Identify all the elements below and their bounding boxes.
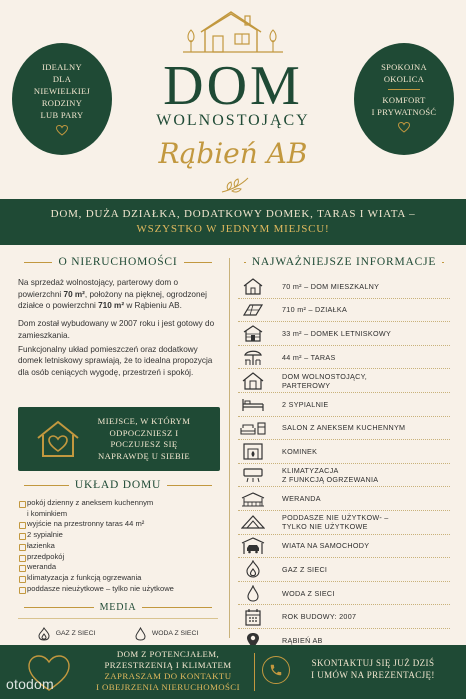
list-item: wyjście na przestronny taras 44 m² [18, 519, 218, 530]
info-row [238, 464, 450, 488]
info-row [238, 582, 450, 606]
info-row [238, 558, 450, 582]
about-paragraph-1 [18, 277, 218, 312]
info-row-text: WIATA NA SAMOCHODY [282, 541, 370, 551]
badge-left-line: DLA [52, 74, 72, 84]
info-row-text: ROK BUDOWY: 2007 [282, 612, 357, 622]
footer-line: PRZESTRZENIĄ I KLIMATEM [104, 660, 232, 670]
badge-right-line: I PRYWATNOŚĆ [371, 107, 437, 117]
water-drop-icon [135, 627, 146, 641]
phone-icon[interactable] [262, 656, 290, 684]
info-row-text: 70 m² – DOM MIESZKALNY [282, 281, 380, 291]
info-row [238, 322, 450, 346]
info-row-text: WODA Z SIECI [282, 588, 335, 598]
quote-text [90, 416, 198, 462]
footer-divider [254, 653, 255, 691]
heading-rule [24, 262, 52, 263]
info-row [238, 275, 450, 299]
area-value: 70 m² [63, 289, 85, 299]
footer-left-text [88, 649, 248, 693]
info-row [238, 511, 450, 535]
info-row-text-line: KLIMATYZACJA [282, 466, 339, 476]
info-row-text: 2 SYPIALNIE [282, 399, 329, 409]
info-row-text-line: PODDASZE NIE UŻYTKOW- – [282, 513, 389, 523]
quote-line: POCZUJESZ SIĘ [110, 439, 178, 449]
fireplace-icon [238, 441, 268, 461]
veranda-icon [238, 489, 268, 509]
calendar-icon [238, 607, 268, 627]
page-title: DOM [163, 55, 303, 117]
heading-rule [442, 262, 444, 263]
plot-value: 710 m² [98, 301, 125, 311]
info-row-text-line: PARTEROWY [282, 380, 331, 390]
key-info-list [238, 275, 450, 653]
column-divider [229, 258, 230, 638]
heading-rule [244, 262, 246, 263]
about-heading [18, 253, 218, 271]
house-logo-icon [183, 8, 283, 54]
media-section [18, 600, 218, 644]
info-row [238, 393, 450, 417]
footer-line-gold: I OBEJRZENIA NIERUCHOMOŚCI [96, 682, 240, 692]
info-row [238, 440, 450, 464]
bed-icon [238, 394, 268, 414]
info-row [238, 605, 450, 629]
footer-line: SKONTAKTUJ SIĘ JUŻ DZIŚ [311, 658, 435, 668]
key-info-heading [238, 253, 450, 271]
location-script: Rąbień AB [158, 137, 308, 170]
list-item: pokój dzienny z aneksem kuchennym [18, 498, 218, 509]
info-row-text: 44 m² – TARAS [282, 352, 336, 362]
list-item: 2 sypialnie [18, 530, 218, 541]
info-row [238, 487, 450, 511]
footer-line: DOM Z POTENCJAŁEM, [116, 649, 220, 659]
info-row-text: GAZ Z SIECI [282, 564, 328, 574]
media-items [18, 618, 218, 644]
info-row [238, 535, 450, 559]
heading-rule [24, 607, 94, 608]
info-row-text-line: DOM WOLNOSTOJĄCY, [282, 371, 368, 381]
banner-line-2: WSZYSTKO W JEDNYM MIEJSCU! [136, 223, 330, 235]
info-row [238, 299, 450, 323]
gas-flame-icon [238, 559, 268, 579]
watermark-logo: otodom [6, 676, 54, 692]
info-row-text [282, 466, 378, 484]
list-item: poddasze nieużytkowe – tylko nie użytkowe [18, 584, 218, 595]
detached-house-icon [238, 371, 268, 391]
water-drop-icon [238, 583, 268, 603]
list-item: weranda [18, 562, 218, 573]
info-row [238, 369, 450, 393]
footer-line: I UMÓW NA PREZENTACJĘ! [311, 670, 435, 680]
info-row-text: RĄBIEŃ AB [282, 636, 323, 646]
heading-rule [24, 485, 69, 486]
info-row-text-line: TYLKO NIE UŻYTKOWE [282, 522, 368, 532]
info-row [238, 346, 450, 370]
quote-line: MIEJSCE, W KTÓRYM [97, 416, 191, 426]
headline-banner [0, 199, 466, 245]
key-info-section [238, 253, 450, 653]
badge-right-line: SPOKOJNA [381, 62, 427, 72]
about-section [18, 253, 218, 379]
layout-heading-text: UKŁAD DOMU [74, 479, 162, 491]
list-item: klimatyzacja z funkcją ogrzewania [18, 573, 218, 584]
info-row-text: 710 m² – DZIAŁKA [282, 305, 348, 315]
media-heading-text: MEDIA [99, 601, 137, 613]
plot-icon [238, 300, 268, 320]
text: Na sprzedaż wolnostojący, parterowy dom o powierzchni [18, 278, 179, 299]
badge-right-line: OKOLICA [383, 74, 425, 84]
layout-list [18, 498, 218, 594]
about-heading-text: O NIERUCHOMOŚCI [58, 256, 178, 268]
house-area-icon [238, 276, 268, 296]
footer-line-gold: ZAPRASZAM DO KONTAKTU [104, 671, 232, 681]
key-info-heading-text: NAJWAŻNIEJSZE INFORMACJE [251, 256, 437, 268]
list-item: łazienka [18, 541, 218, 552]
heading-rule [142, 607, 212, 608]
layout-section [18, 476, 218, 594]
list-item: przedpokój [18, 552, 218, 563]
badge-left-line: RODZINY [41, 98, 83, 108]
cabin-icon [238, 323, 268, 343]
gas-flame-icon [38, 627, 50, 641]
info-row-text: KOMINEK [282, 446, 318, 456]
leaf-ornament-icon [220, 176, 250, 194]
page-subtitle: WOLNOSTOJĄCY [156, 112, 310, 129]
carport-icon [238, 536, 268, 556]
info-row [238, 417, 450, 441]
info-row-text: 33 m² – DOMEK LETNISKOWY [282, 328, 392, 338]
badge-left-line: IDEALNY [42, 62, 82, 72]
layout-heading [18, 476, 218, 494]
media-gas [38, 627, 96, 641]
badge-right-line: KOMFORT [382, 95, 426, 105]
footer-right-text [300, 657, 446, 681]
quote-line: NAPRAWDĘ U SIEBIE [97, 450, 191, 461]
media-water-label: WODA Z SIECI [151, 630, 199, 637]
text: , położony na pięknej, ogrodzonej działce o powierzchni [18, 289, 207, 311]
quote-line: ODPOCZNIESZ I [109, 427, 179, 438]
info-row-text: SALON Z ANEKSEM KUCHENNYM [282, 423, 406, 433]
air-conditioner-icon [238, 465, 268, 485]
quote-box [18, 407, 220, 471]
info-row-text: WERANDA [282, 494, 321, 504]
media-heading [18, 600, 218, 614]
list-item: i kominkiem [27, 508, 68, 518]
info-row-text-line: Z FUNKCJĄ OGRZEWANIA [282, 475, 379, 485]
media-water [135, 627, 198, 641]
badge-left-line: LUB PARY [40, 110, 84, 120]
attic-icon [238, 512, 268, 532]
about-paragraph-2: Dom został wybudowany w 2007 roku i jest gotowy do zamieszkania. [18, 319, 215, 340]
header [0, 0, 466, 200]
media-gas-label: GAZ Z SIECI [55, 630, 96, 637]
banner-line-1: DOM, DUŻA DZIAŁKA, DODATKOWY DOMEK, TARAS I WIATA – [50, 208, 416, 220]
info-row-text [282, 372, 367, 390]
badge-left-line: NIEWIELKIEJ [33, 86, 91, 96]
heading-rule [184, 262, 212, 263]
text: w Rąbieniu AB. [124, 301, 182, 311]
house-heart-icon [36, 420, 80, 458]
heading-rule [167, 485, 212, 486]
footer [0, 645, 466, 699]
about-paragraph-3: Funkcjonalny układ pomieszczeń oraz dodatkowy domek letniskowy sprawiają, że to idealna propozycja dla osób ceniących wygodę, przestrzeń i spokój. [18, 344, 213, 377]
info-row-text [282, 513, 389, 531]
terrace-icon [238, 347, 268, 367]
sofa-kitchen-icon [238, 418, 268, 438]
